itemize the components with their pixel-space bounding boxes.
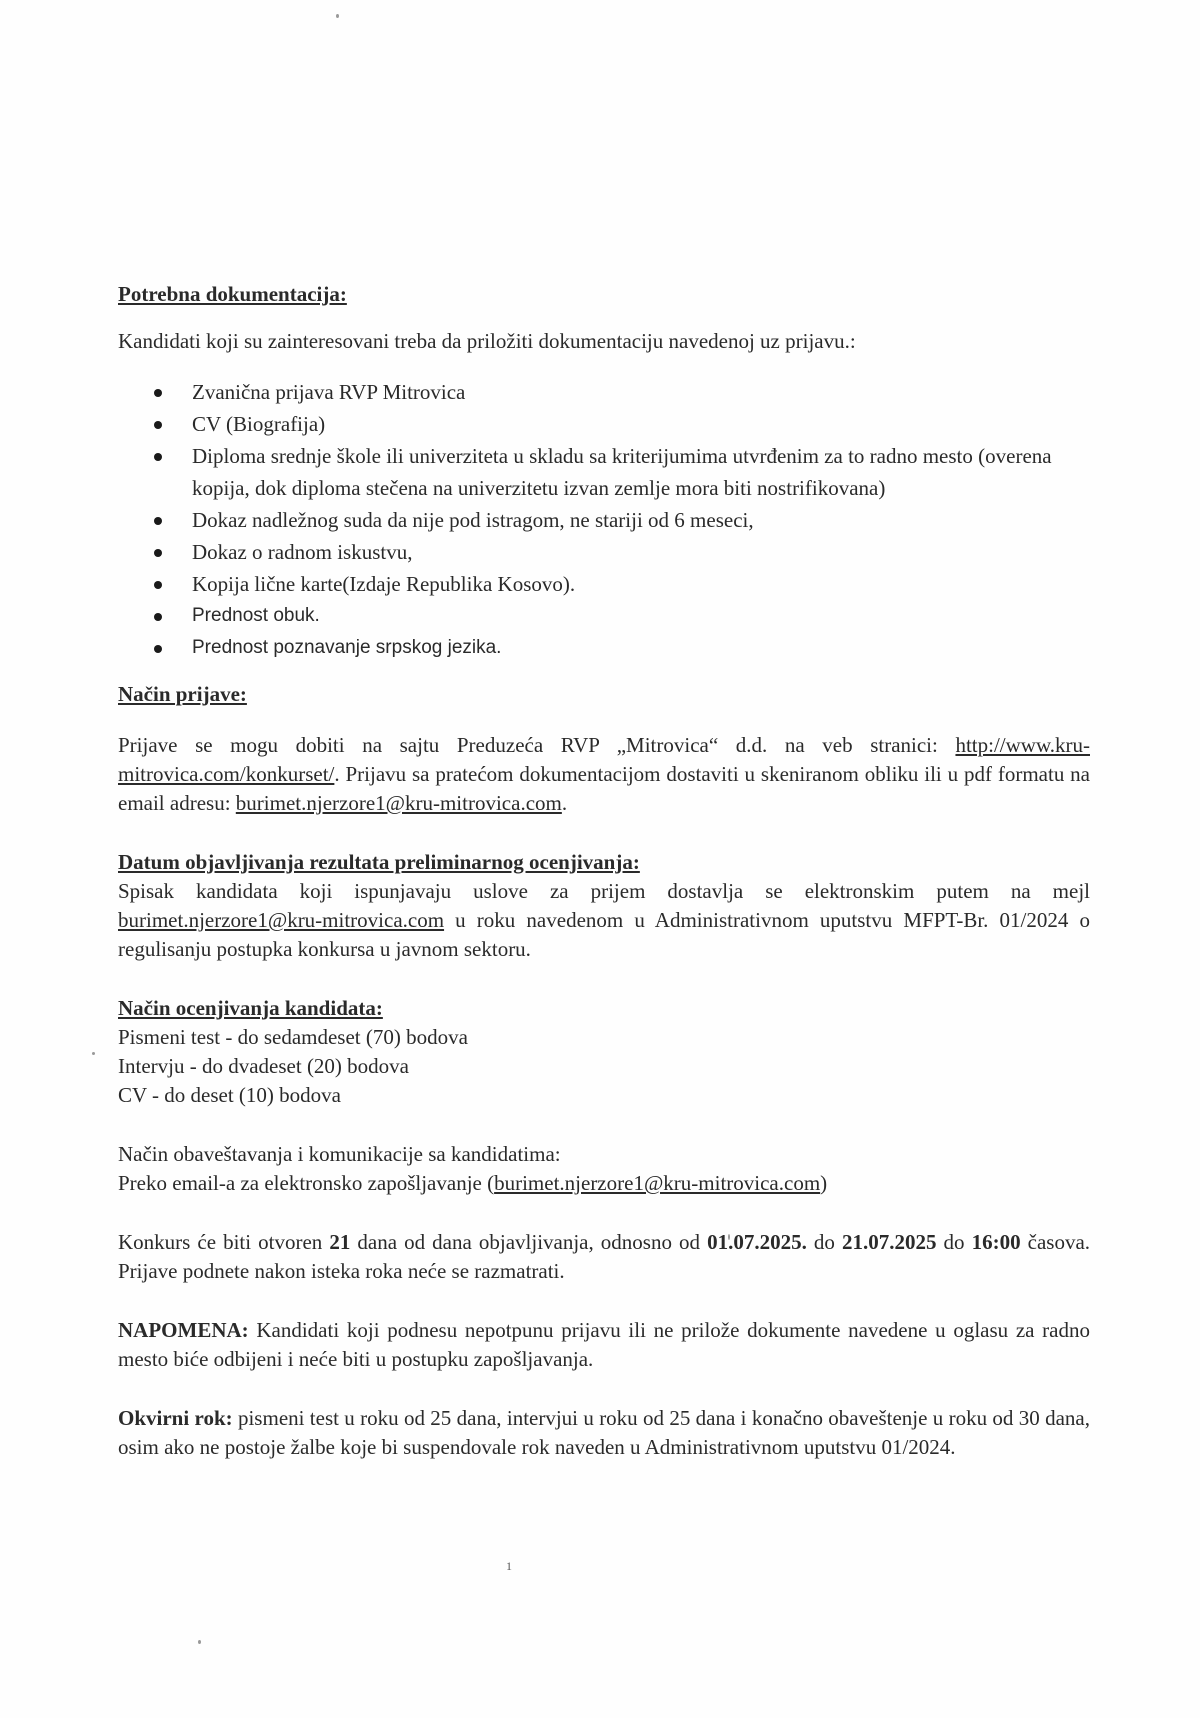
results-paragraph: Spisak kandidata koji ispunjavaju uslove za prijem dostavlja se elektronskim putem na mejl burimet.njerzore1@kru-mitrovica.com u roku navedenom u Administrativnom uputstvu MFPT-Br. 01/2024 o regulisanju postupka konkursa u javnom sektoru.: [118, 879, 1090, 961]
bullet-icon: [154, 549, 162, 557]
bullet-icon: [154, 645, 162, 653]
bullet-icon: [154, 389, 162, 397]
list-item: Dokaz nadležnog suda da nije pod istragom, ne stariji od 6 meseci,: [192, 504, 1090, 536]
email-link[interactable]: burimet.njerzore1@kru-mitrovica.com: [118, 908, 445, 932]
bullet-icon: [154, 581, 162, 589]
document-body: [118, 280, 1090, 1462]
bullet-icon: [154, 421, 162, 429]
deadline-days: 21: [329, 1230, 351, 1254]
timeline-paragraph: Okvirni rok: pismeni test u roku od 25 dana, intervjui u roku od 25 dana i konačno obaveštenje u roku od 30 dana, osim ako ne postoje žalbe koje bi suspendovale rok naveden u Administrativnom uputstvu 01/2024.: [118, 1406, 1090, 1459]
scan-speck: [336, 14, 339, 18]
deadline-date-to: 21.07.2025: [841, 1230, 937, 1254]
evaluation-line: Intervju - do dvadeset (20) bodova: [118, 1054, 409, 1078]
website-link[interactable]: http://www.kru-mitrovica.com/konkurset/: [118, 733, 1090, 786]
documentation-list: [118, 376, 1090, 664]
bullet-icon: [154, 517, 162, 525]
note-paragraph: NAPOMENA: Kandidati koji podnesu nepotpunu prijavu ili ne prilože dokumente navedene u oglasu za radno mesto biće odbijeni i neće biti u postupku zapošljavanja.: [118, 1318, 1090, 1371]
scan-speck: [92, 1052, 95, 1055]
deadline-time: 16:00: [971, 1230, 1021, 1254]
documentation-intro: Kandidati koji su zainteresovani treba da priložiti dokumentaciju navedenoj uz prijavu.:: [118, 329, 856, 353]
deadline-date-from: 01.07.2025.: [707, 1230, 807, 1254]
application-heading: Način prijave:: [118, 682, 247, 706]
evaluation-line: Pismeni test - do sedamdeset (70) bodova: [118, 1025, 468, 1049]
communication-line: Preko email-a za elektronsko zapošljavanje (burimet.njerzore1@kru-mitrovica.com): [118, 1171, 828, 1195]
timeline-label: Okvirni rok:: [118, 1406, 233, 1430]
application-paragraph: Prijave se mogu dobiti na sajtu Preduzeća RVP „Mitrovica“ d.d. na veb stranici: http://www.kru-mitrovica.com/konkurset/. Prijavu sa pratećom dokumentacijom dostaviti u skeniranom obliku ili u pdf formatu na email adresu: burimet.njerzore1@kru-mitrovica.com.: [118, 733, 1090, 815]
evaluation-heading: Način ocenjivanja kandidata:: [118, 996, 383, 1020]
bullet-icon: [154, 613, 162, 621]
list-item: Dokaz o radnom iskustvu,: [192, 536, 1090, 568]
email-link[interactable]: burimet.njerzore1@kru-mitrovica.com: [494, 1171, 821, 1195]
list-item: Diploma srednje škole ili univerziteta u skladu sa kriterijumima utvrđenim za to radno mesto (overena kopija, dok diploma stečena na univerzitetu izvan zemlje mora biti nostrifikovana): [192, 440, 1090, 504]
list-item: Prednost obuk.: [192, 600, 1090, 632]
list-item: CV (Biografija): [192, 408, 1090, 440]
list-item: Kopija lične karte(Izdaje Republika Kosovo).: [192, 568, 1090, 600]
list-item: Prednost poznavanje srpskog jezika.: [192, 632, 1090, 664]
list-item: Zvanična prijava RVP Mitrovica: [192, 376, 1090, 408]
communication-label: Način obaveštavanja i komunikacije sa kandidatima:: [118, 1142, 561, 1166]
results-heading: Datum objavljivanja rezultata preliminarnog ocenjivanja:: [118, 850, 640, 874]
note-label: NAPOMENA:: [118, 1318, 249, 1342]
scan-speck: [198, 1640, 201, 1644]
bullet-icon: [154, 453, 162, 461]
documentation-heading: Potrebna dokumentacija:: [118, 282, 347, 306]
page-number: 1: [506, 1559, 512, 1573]
deadline-paragraph: Konkurs će biti otvoren 21 dana od dana objavljivanja, odnosno od 01.07.2025. do 21.07.2025 do 16:00 časova. Prijave podnete nakon isteka roka neće se razmatrati.: [118, 1230, 1091, 1283]
evaluation-line: CV - do deset (10) bodova: [118, 1083, 341, 1107]
email-link[interactable]: burimet.njerzore1@kru-mitrovica.com: [235, 791, 562, 815]
